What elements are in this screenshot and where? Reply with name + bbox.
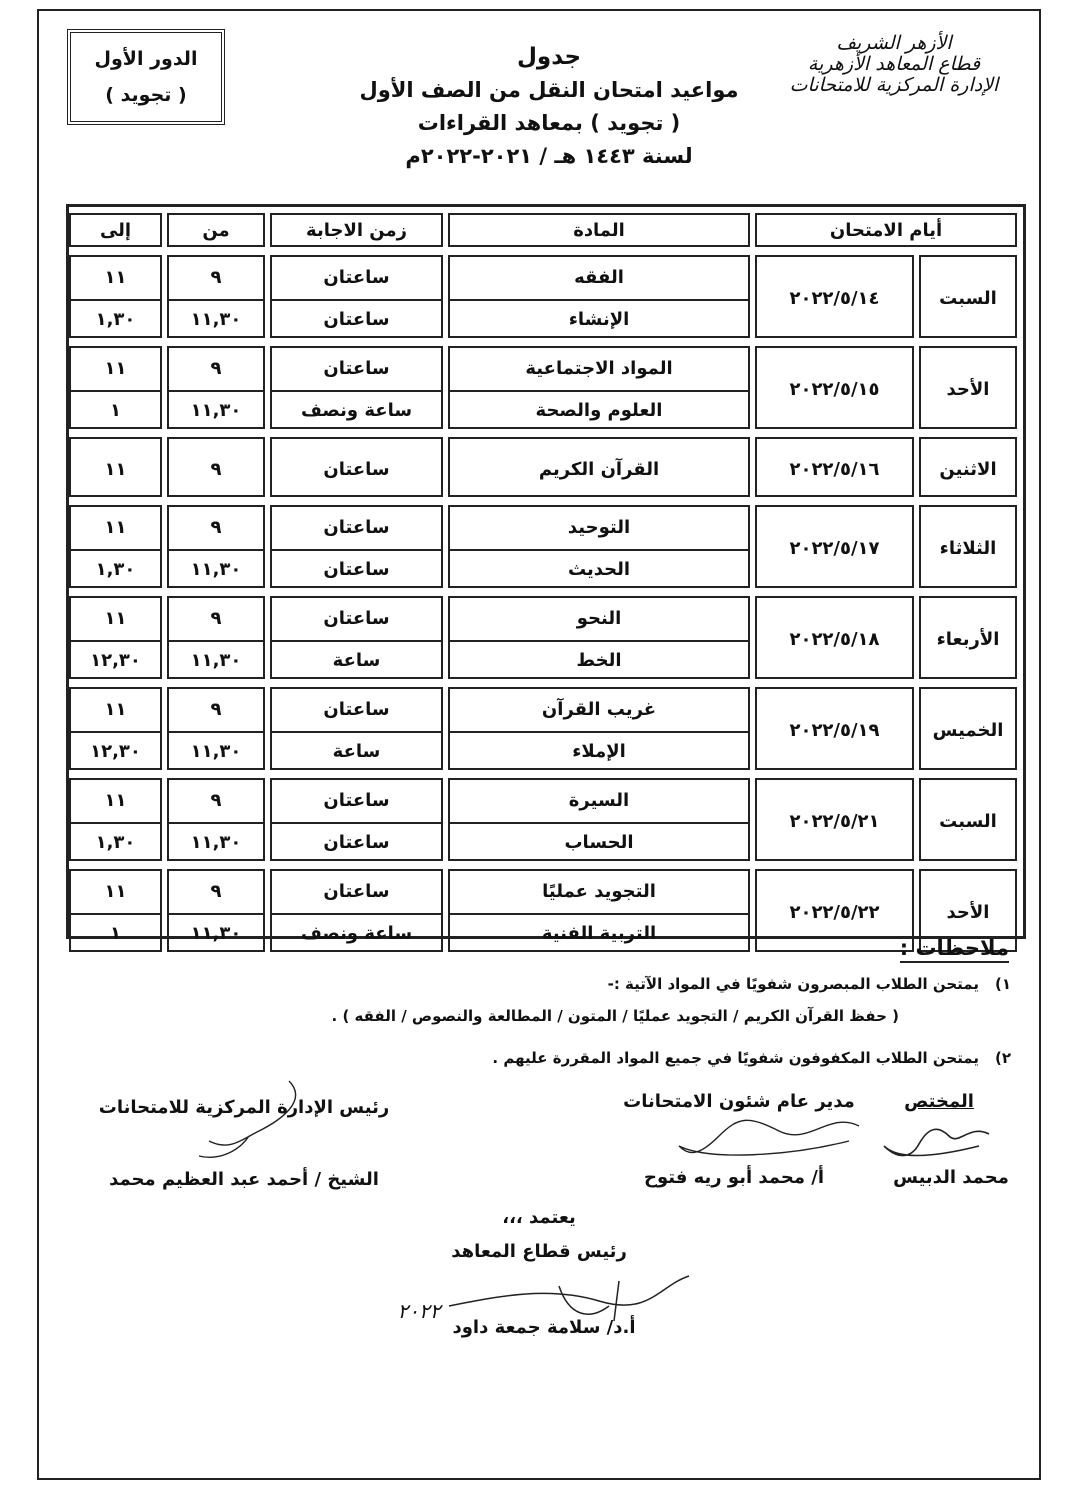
day-name-cell	[919, 346, 1017, 429]
answer-duration: ساعة ونصف	[300, 922, 413, 944]
exam-date: ٢٠٢٢/٥/١٦	[789, 458, 880, 480]
row-divider	[272, 299, 441, 301]
duration-cell	[270, 687, 443, 770]
row-divider	[169, 640, 263, 642]
to-cell	[69, 596, 162, 679]
signatory-1-title: المختص	[904, 1091, 974, 1112]
to-cell	[69, 869, 162, 952]
note-1-detail: ( حفظ القرآن الكريم / التجويد عمليًا / المتون / المطالعة والنصوص / الفقه ) .	[331, 1007, 899, 1025]
to-cell	[69, 255, 162, 338]
date-cell	[755, 687, 914, 770]
title-block	[339, 41, 759, 173]
subject-name: الحساب	[564, 831, 634, 853]
answer-duration: ساعتان	[323, 699, 390, 721]
date-cell	[755, 596, 914, 679]
row-divider	[71, 640, 160, 642]
answer-duration: ساعتان	[323, 558, 390, 580]
notes-title: ملاحظات :	[900, 936, 1009, 963]
subject-name: الفقه	[574, 267, 624, 289]
handwritten-year: ٢٠٢٢	[397, 1299, 441, 1323]
day-name-cell	[919, 596, 1017, 679]
day-group	[69, 869, 1023, 952]
end-time: ١	[110, 922, 121, 944]
signatory-3-name: الشيخ / أحمد عبد العظيم محمد	[109, 1169, 379, 1190]
exam-date: ٢٠٢٢/٥/١٤	[789, 288, 880, 309]
subject-name: الخط	[576, 649, 622, 671]
end-time: ١١	[104, 267, 127, 289]
start-time: ١١,٣٠	[190, 922, 242, 944]
end-time: ١,٣٠	[95, 831, 136, 853]
row-divider	[450, 390, 748, 392]
day-group	[69, 255, 1023, 338]
subject-name: الحديث	[567, 558, 631, 580]
row-divider	[71, 549, 160, 551]
start-time: ٩	[210, 790, 222, 812]
end-time: ١,٣٠	[95, 308, 136, 330]
answer-duration: ساعتان	[323, 790, 390, 812]
row-divider	[71, 822, 160, 824]
subject-cell	[448, 505, 750, 588]
date-cell	[755, 869, 914, 952]
duration-cell	[270, 778, 443, 861]
subject-name: التوحيد	[567, 517, 631, 539]
academic-year: لسنة ١٤٤٣ هـ / ٢٠٢١-٢٠٢٢م	[405, 144, 693, 168]
subject-name: الإملاء	[572, 740, 626, 762]
approval-title: رئيس قطاع المعاهد	[451, 1241, 627, 1262]
start-time: ٩	[210, 608, 222, 630]
organization-header	[779, 33, 1009, 96]
exam-date: ٢٠٢٢/٥/٢١	[789, 811, 880, 832]
subject-name: العلوم والصحة	[535, 399, 663, 421]
end-time: ١٢,٣٠	[90, 649, 141, 671]
row-divider	[450, 822, 748, 824]
row-divider	[272, 640, 441, 642]
date-cell	[755, 778, 914, 861]
row-divider	[450, 549, 748, 551]
to-cell	[69, 346, 162, 429]
end-time: ١١	[104, 517, 127, 539]
exam-date: ٢٠٢٢/٥/١٩	[789, 720, 880, 741]
answer-duration: ساعة	[332, 740, 381, 762]
subject-cell	[448, 255, 750, 338]
end-time: ١,٣٠	[95, 558, 136, 580]
exam-schedule-table	[66, 204, 1026, 944]
start-time: ١١,٣٠	[190, 308, 242, 330]
day-name-cell	[919, 255, 1017, 338]
answer-duration: ساعتان	[323, 881, 390, 903]
from-cell	[167, 255, 265, 338]
end-time: ١١	[104, 608, 127, 630]
answer-duration: ساعتان	[323, 517, 390, 539]
exam-date: ٢٠٢٢/٥/١٨	[789, 629, 880, 650]
day-group	[69, 596, 1023, 679]
subject-cell	[448, 596, 750, 679]
duration-cell	[270, 596, 443, 679]
from-cell	[167, 505, 265, 588]
subject-name: القرآن الكريم	[538, 458, 660, 480]
row-divider	[169, 299, 263, 301]
header-subject: المادة	[448, 213, 750, 247]
row-divider	[169, 390, 263, 392]
exam-date: ٢٠٢٢/٥/١٧	[789, 538, 880, 559]
row-divider	[272, 822, 441, 824]
from-cell	[167, 778, 265, 861]
header-days: أيام الامتحان	[755, 213, 1017, 247]
subject-name: المواد الاجتماعية	[525, 358, 673, 380]
end-time: ١١	[104, 881, 127, 903]
row-divider	[71, 299, 160, 301]
note-2-number: ٢)	[994, 1049, 1011, 1067]
subject-name: غريب القرآن	[541, 699, 657, 721]
day-group	[69, 778, 1023, 861]
approval-signature-scribble	[439, 1266, 699, 1336]
day-name: الثلاثاء	[939, 538, 997, 559]
org-line-1: الأزهر الشريف	[836, 32, 952, 54]
from-cell	[167, 346, 265, 429]
session-box	[67, 29, 225, 125]
start-time: ١١,٣٠	[190, 558, 242, 580]
note-1-text: يمتحن الطلاب المبصرون شفويًا في المواد الآتية :-	[607, 975, 979, 993]
start-time: ٩	[210, 881, 222, 903]
header-to: إلى	[69, 213, 162, 247]
day-name-cell	[919, 778, 1017, 861]
session-type: ( تجويد )	[105, 84, 187, 106]
signature-3-scribble	[189, 1071, 319, 1171]
end-time: ١١	[104, 358, 127, 380]
table-header-row	[69, 213, 1023, 247]
start-time: ١١,٣٠	[190, 831, 242, 853]
day-name-cell	[919, 437, 1017, 497]
approval-label: يعتمد ،،،	[502, 1207, 576, 1228]
from-cell	[167, 687, 265, 770]
day-name: الاثنين	[939, 458, 997, 480]
to-cell	[69, 687, 162, 770]
signatory-2-name: أ/ محمد أبو ريه فتوح	[643, 1167, 825, 1188]
start-time: ٩	[210, 458, 222, 480]
answer-duration: ساعتان	[323, 308, 390, 330]
note-1-number: ١)	[994, 975, 1011, 993]
answer-duration: ساعتان	[323, 267, 390, 289]
row-divider	[169, 549, 263, 551]
row-divider	[272, 549, 441, 551]
subject-cell	[448, 869, 750, 952]
answer-duration: ساعة ونصف	[300, 399, 413, 421]
subject-cell	[448, 437, 750, 497]
duration-cell	[270, 346, 443, 429]
note-2-text: يمتحن الطلاب المكفوفون شفويًا في جميع المواد المقررة عليهم .	[492, 1049, 979, 1067]
day-group	[69, 346, 1023, 429]
page-subtitle-2: ( تجويد ) بمعاهد القراءات	[417, 111, 681, 135]
page-title: جدول	[516, 44, 582, 70]
answer-duration: ساعتان	[323, 458, 390, 480]
subject-name: التربية الفنية	[541, 922, 657, 944]
subject-name: النحو	[576, 608, 622, 630]
row-divider	[450, 299, 748, 301]
exam-date: ٢٠٢٢/٥/١٥	[789, 379, 880, 400]
day-name: السبت	[939, 288, 997, 309]
day-name-cell	[919, 505, 1017, 588]
end-time: ١	[110, 399, 121, 421]
row-divider	[169, 731, 263, 733]
exam-date: ٢٠٢٢/٥/٢٢	[789, 902, 880, 923]
header-duration: زمن الاجابة	[270, 213, 443, 247]
subject-cell	[448, 346, 750, 429]
answer-duration: ساعتان	[323, 608, 390, 630]
day-name-cell	[919, 687, 1017, 770]
answer-duration: ساعتان	[323, 358, 390, 380]
row-divider	[169, 913, 263, 915]
subject-name: الإنشاء	[568, 308, 630, 330]
signatory-1-name: محمد الدبيس	[893, 1167, 1009, 1188]
subject-cell	[448, 687, 750, 770]
answer-duration: ساعتان	[323, 831, 390, 853]
duration-cell	[270, 437, 443, 497]
row-divider	[71, 913, 160, 915]
day-name: الأربعاء	[936, 629, 1000, 650]
date-cell	[755, 255, 914, 338]
approval-name: أ.د/ سلامة جمعة داود	[452, 1317, 636, 1338]
end-time: ١١	[104, 790, 127, 812]
signatory-2-title: مدير عام شئون الامتحانات	[623, 1091, 855, 1112]
row-divider	[71, 390, 160, 392]
row-divider	[71, 731, 160, 733]
start-time: ١١,٣٠	[190, 399, 242, 421]
signature-2-scribble	[669, 1106, 869, 1166]
session-label: الدور الأول	[94, 48, 198, 70]
row-divider	[450, 913, 748, 915]
from-cell	[167, 869, 265, 952]
day-group	[69, 437, 1023, 497]
date-cell	[755, 505, 914, 588]
from-cell	[167, 437, 265, 497]
start-time: ٩	[210, 267, 222, 289]
date-cell	[755, 346, 914, 429]
row-divider	[450, 731, 748, 733]
row-divider	[169, 822, 263, 824]
start-time: ١١,٣٠	[190, 740, 242, 762]
day-group	[69, 505, 1023, 588]
row-divider	[272, 913, 441, 915]
day-group	[69, 687, 1023, 770]
to-cell	[69, 778, 162, 861]
day-name: الأحد	[946, 902, 990, 923]
end-time: ١٢,٣٠	[90, 740, 141, 762]
row-divider	[272, 390, 441, 392]
duration-cell	[270, 869, 443, 952]
duration-cell	[270, 255, 443, 338]
signatory-3-title: رئيس الإدارة المركزية للامتحانات	[98, 1097, 390, 1118]
start-time: ٩	[210, 358, 222, 380]
subject-cell	[448, 778, 750, 861]
day-name: الخميس	[932, 720, 1004, 741]
to-cell	[69, 505, 162, 588]
end-time: ١١	[104, 699, 127, 721]
header-from: من	[167, 213, 265, 247]
document-page	[37, 9, 1041, 1480]
to-cell	[69, 437, 162, 497]
duration-cell	[270, 505, 443, 588]
org-line-3: الإدارة المركزية للامتحانات	[789, 74, 999, 96]
subject-name: السيرة	[568, 790, 630, 812]
signature-1-scribble	[879, 1116, 999, 1166]
end-time: ١١	[104, 458, 127, 480]
date-cell	[755, 437, 914, 497]
start-time: ٩	[210, 699, 222, 721]
answer-duration: ساعة	[332, 649, 381, 671]
start-time: ٩	[210, 517, 222, 539]
row-divider	[272, 731, 441, 733]
start-time: ١١,٣٠	[190, 649, 242, 671]
day-name: السبت	[939, 811, 997, 832]
subject-name: التجويد عمليًا	[542, 881, 656, 903]
day-name: الأحد	[946, 379, 990, 400]
row-divider	[450, 640, 748, 642]
from-cell	[167, 596, 265, 679]
page-subtitle-1: مواعيد امتحان النقل من الصف الأول	[359, 78, 739, 102]
org-line-2: قطاع المعاهد الأزهرية	[807, 53, 981, 75]
